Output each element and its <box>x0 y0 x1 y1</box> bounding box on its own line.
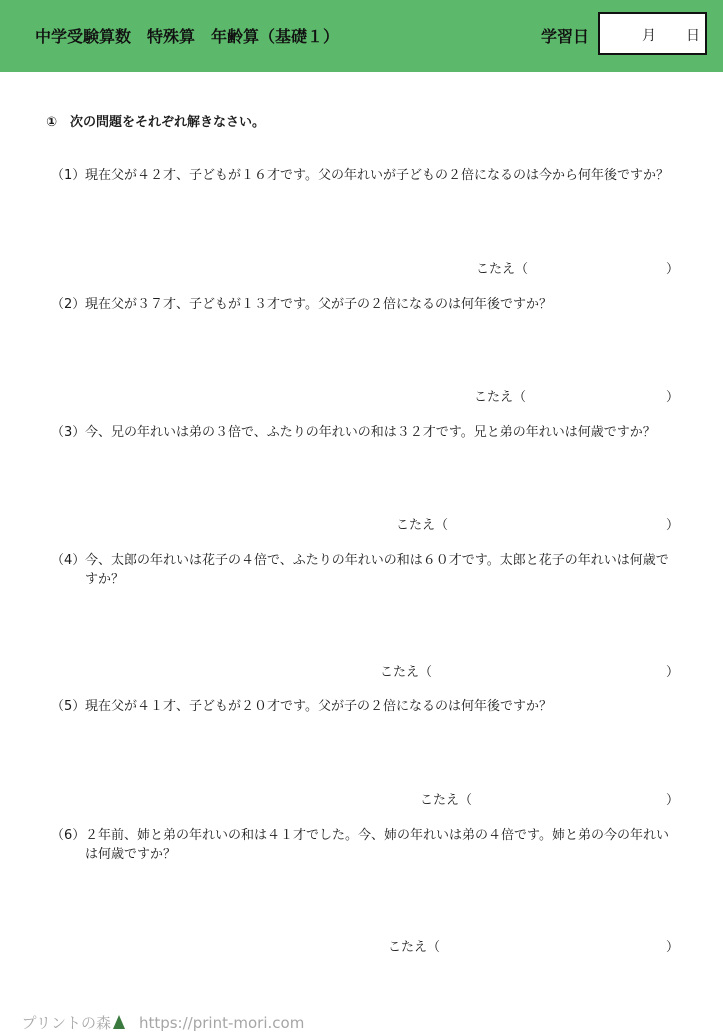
problem-text: 今、兄の年れいは弟の３倍で、ふたりの年れいの和は３２才です。兄と弟の年れいは何歳ですか？ <box>85 425 656 440</box>
answer-label: こたえ（ <box>420 793 473 808</box>
problem-6 <box>51 826 677 864</box>
problem-number: （1） <box>51 168 86 183</box>
instruction: ① 次の問題をそれぞれ解きなさい。 <box>46 115 266 130</box>
answer-close-paren: ） <box>666 940 680 955</box>
problem-1 <box>51 166 677 185</box>
problem-text: ２年前、姉と弟の年れいの和は４１才でした。今、姉の年れいは弟の４倍です。姉と弟の今の年れいは何歳ですか？ <box>85 828 669 862</box>
page-title: 中学受験算数 特殊算 年齢算（基礎１） <box>35 27 340 46</box>
problem-2 <box>51 295 677 314</box>
answer-line-3 <box>396 514 448 533</box>
problem-text: 現在父が４１才、子どもが２０才です。父が子の２倍になるのは何年後ですか？ <box>85 699 552 714</box>
problem-text: 現在父が３７才、子どもが１３才です。父が子の２倍になるのは何年後ですか？ <box>85 297 552 312</box>
answer-label: こたえ（ <box>396 518 449 533</box>
answer-line-1 <box>476 258 528 277</box>
header-bar <box>0 0 723 72</box>
answer-label: こたえ（ <box>476 262 529 277</box>
problem-number: （4） <box>51 553 86 568</box>
problem-number: （2） <box>51 297 86 312</box>
study-date-box <box>598 12 707 55</box>
answer-label: こたえ（ <box>388 940 441 955</box>
answer-close-paren: ） <box>666 390 680 405</box>
answer-line-6 <box>388 936 440 955</box>
answer-close-paren: ） <box>666 262 680 277</box>
study-date-label: 学習日 <box>541 27 590 46</box>
footer <box>12 994 304 1033</box>
footer-brand: プリントの森 <box>21 1014 111 1032</box>
answer-line-4 <box>380 661 432 680</box>
answer-close-paren: ） <box>666 793 680 808</box>
problem-number: （6） <box>51 828 86 843</box>
tree-icon <box>113 1015 125 1029</box>
problem-5 <box>51 697 677 716</box>
answer-label: こたえ（ <box>380 665 433 680</box>
problem-number: （5） <box>51 699 86 714</box>
day-label: 日 <box>686 28 700 44</box>
problem-number: （3） <box>51 425 86 440</box>
problem-text: 現在父が４２才、子どもが１６才です。父の年れいが子どもの２倍になるのは今から何年後ですか？ <box>85 168 669 183</box>
answer-line-2 <box>474 386 526 405</box>
answer-close-paren: ） <box>666 665 680 680</box>
problem-4 <box>51 551 677 589</box>
footer-url[interactable]: https://print-mori.com <box>138 1014 305 1032</box>
month-label: 月 <box>642 28 656 44</box>
problem-text: 今、太郎の年れいは花子の４倍で、ふたりの年れいの和は６０才です。太郎と花子の年れいは何歳ですか？ <box>85 553 669 587</box>
answer-label: こたえ（ <box>474 390 527 405</box>
answer-close-paren: ） <box>666 518 680 533</box>
problem-3 <box>51 423 677 442</box>
answer-line-5 <box>420 789 472 808</box>
